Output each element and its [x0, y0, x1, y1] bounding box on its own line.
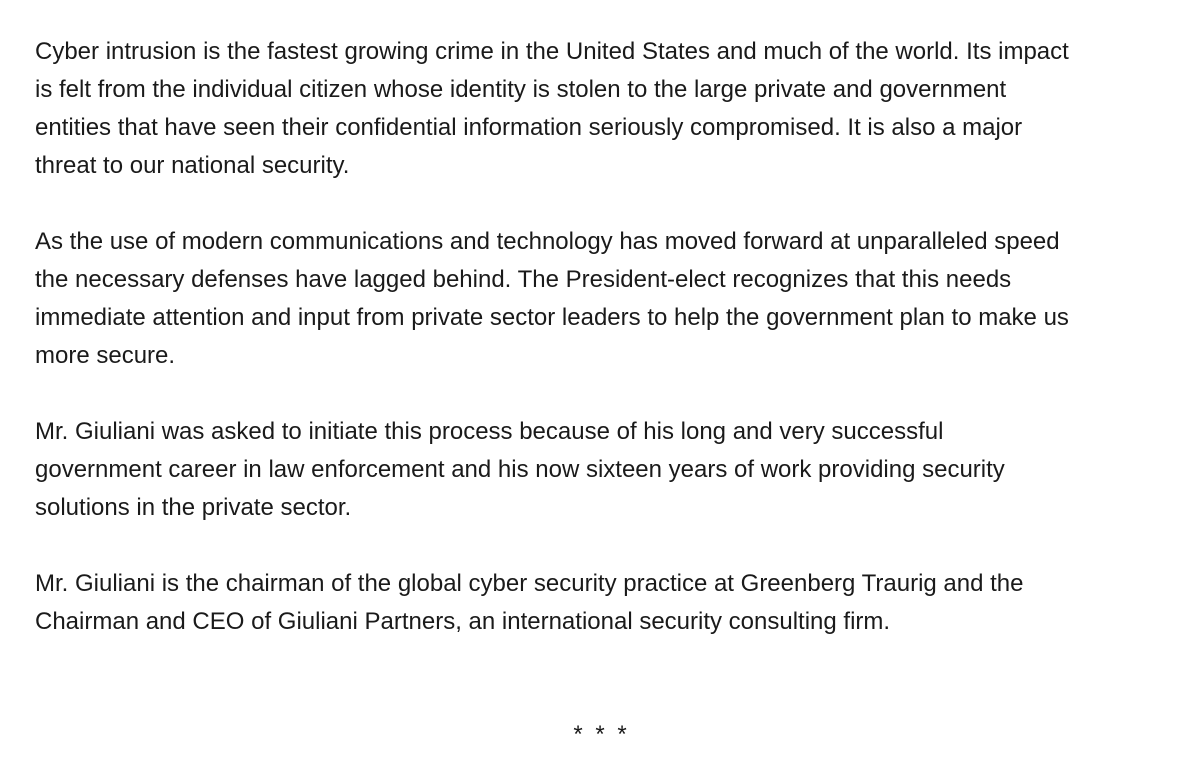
document-body [35, 33, 1185, 679]
paragraph-giuliani-chairman: Mr. Giuliani is the chairman of the global cyber security practice at Greenberg Traurig and the Chairman and CEO of Giuliani Partners, an international security consulting firm. [35, 570, 1024, 635]
paragraph-giuliani-asked: Mr. Giuliani was asked to initiate this process because of his long and very successful government career in law enforcement and his now sixteen years of work providing security solutions in the private sector. [35, 418, 1005, 521]
paragraph-cyber-intrusion: Cyber intrusion is the fastest growing crime in the United States and much of the world. Its impact is felt from the individual citizen whose identity is stolen to the large private and government entities that have seen their confidential information seriously compromised. It is also a major threat to our national security. [35, 38, 1069, 179]
section-separator: * * * [573, 721, 627, 748]
paragraph-modern-communications: As the use of modern communications and technology has moved forward at unparalleled speed the necessary defenses have lagged behind. The President-elect recognizes that this needs immediate attention and input from private sector leaders to help the government plan to make us more secure. [35, 228, 1069, 369]
